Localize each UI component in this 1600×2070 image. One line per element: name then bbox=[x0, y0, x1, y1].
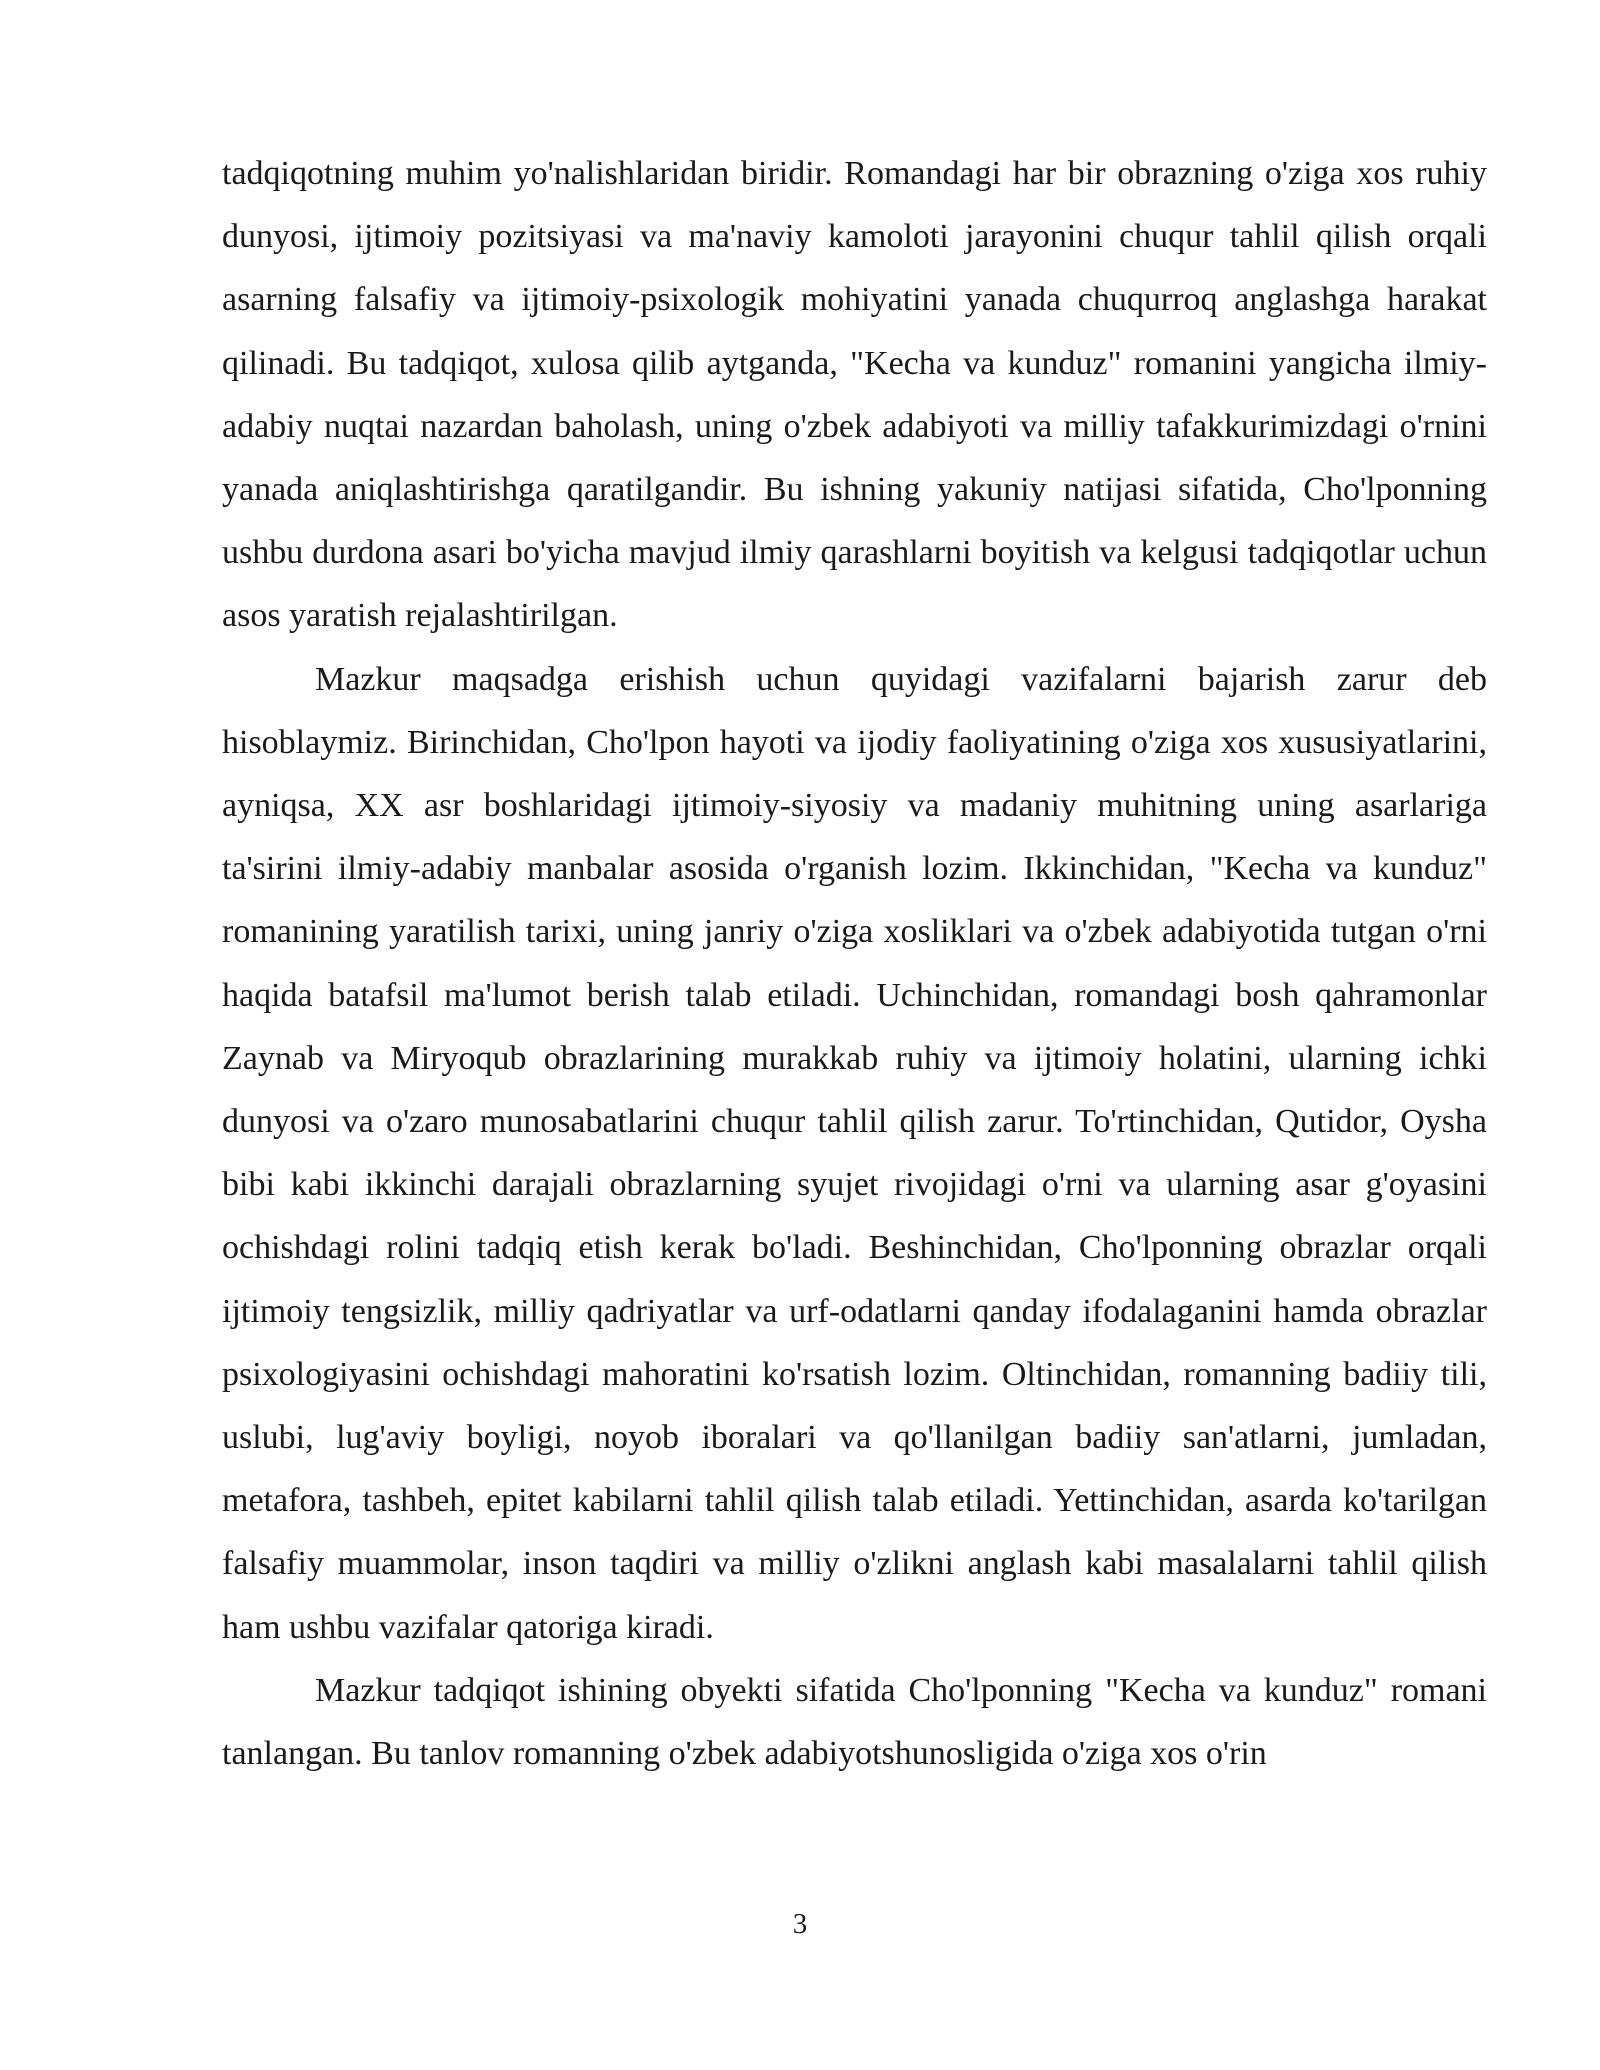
paragraph-continuation: tadqiqotning muhim yo'nalishlaridan biridir. Romandagi har bir obrazning o'ziga xos ruhiy dunyosi, ijtimoiy pozitsiyasi va ma'naviy kamoloti jarayonini chuqur tahlil qilish orqali asarning falsafiy va ijtimoiy-psixologik mohiyatini yanada chuqurroq anglashga harakat qilinadi. Bu tadqiqot, xulosa qilib aytganda, "Kecha va kunduz" romanini yangicha ilmiy-adabiy nuqtai nazardan baholash, uning o'zbek adabiyoti va milliy tafakkurimizdagi o'rnini yanada aniqlashtirishga qaratilgandir. Bu ishning yakuniy natijasi sifatida, Cho'lponning ushbu durdona asari bo'yicha mavjud ilmiy qarashlarni boyitish va kelgusi tadqiqotlar uchun asos yaratish rejalashtirilgan. bbox=[222, 155, 1487, 635]
paragraph-object: Mazkur tadqiqot ishining obyekti sifatida Cho'lponning "Kecha va kunduz" romani tanlangan. Bu tanlov romanning o'zbek adabiyotshunosligida o'ziga xos o'rin bbox=[222, 1671, 1487, 1773]
page-number: 3 bbox=[792, 1908, 808, 1940]
paragraph-tasks: Mazkur maqsadga erishish uchun quyidagi vazifalarni bajarish zarur deb hisoblaymiz. Birinchidan, Cho'lpon hayoti va ijodiy faoliyatining o'ziga xos xususiyatlarini, ayniqsa, XX asr boshlaridagi ijtimoiy-siyosiy va madaniy muhitning uning asarlariga ta'sirini ilmiy-adabiy manbalar asosida o'rganish lozim. Ikkinchidan, "Kecha va kunduz" romanining yaratilish tarixi, uning janriy o'ziga xosliklari va o'zbek adabiyotida tutgan o'rni haqida batafsil ma'lumot berish talab etiladi. Uchinchidan, romandagi bosh qahramonlar Zaynab va Miryoqub obrazlarining murakkab ruhiy va ijtimoiy holatini, ularning ichki dunyosi va o'zaro munosabatlarini chuqur tahlil qilish zarur. To'rtinchidan, Qutidor, Oysha bibi kabi ikkinchi darajali obrazlarning syujet rivojidagi o'rni va ularning asar g'oyasini ochishdagi rolini tadqiq etish kerak bo'ladi. Beshinchidan, Cho'lponning obrazlar orqali ijtimoiy tengsizlik, milliy qadriyatlar va urf-odatlarni qanday ifodalaganini hamda obrazlar psixologiyasini ochishdagi mahoratini ko'rsatish lozim. Oltinchidan, romanning badiiy tili, uslubi, lug'aviy boyligi, noyob iboralari va qo'llanilgan badiiy san'atlarni, jumladan, metafora, tashbeh, epitet kabilarni tahlil qilish talab etiladi. Yettinchidan, asarda ko'tarilgan falsafiy muammolar, inson taqdiri va milliy o'zlikni anglash kabi masalalarni tahlil qilish ham ushbu vazifalar qatoriga kiradi. bbox=[222, 660, 1487, 1646]
document-body bbox=[222, 142, 1487, 1785]
